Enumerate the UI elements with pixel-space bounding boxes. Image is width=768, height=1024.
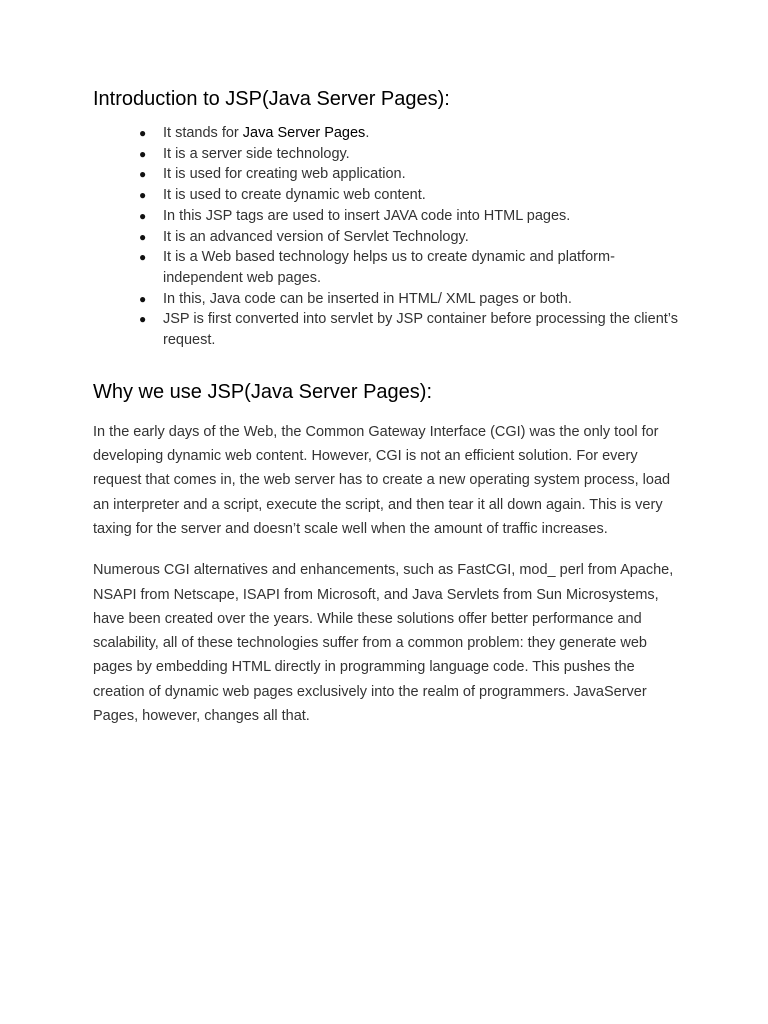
bullet-icon: ● <box>139 229 147 244</box>
bullet-item: ● It is an advanced version of Servlet Technology. <box>163 227 683 248</box>
bullet-icon: ● <box>139 312 147 327</box>
bullet-icon: ● <box>139 250 147 265</box>
bullet-icon: ● <box>139 208 147 223</box>
bullet-item: ● In this, Java code can be inserted in HTML/ XML pages or both. <box>163 289 683 310</box>
bullet-icon: ● <box>139 291 147 306</box>
bullet-icon: ● <box>139 167 147 182</box>
bullet-item: ● It is used for creating web application. <box>163 164 683 185</box>
bullet-item: ● It is used to create dynamic web content. <box>163 185 683 206</box>
bullet-item: ● JSP is first converted into servlet by JSP container before processing the client’s request. <box>139 311 679 349</box>
feature-bullet-list <box>93 123 683 351</box>
bullet-item: ● It is a Web based technology helps us to create dynamic and platform-independent web pages. <box>139 249 615 286</box>
bullet-item: ● In this JSP tags are used to insert JAVA code into HTML pages. <box>163 206 683 227</box>
section-heading-why-use: Why we use JSP(Java Server Pages): <box>93 380 433 403</box>
bullet-item: ● It stands for Java Server Pages. <box>163 123 683 144</box>
bullet-icon: ● <box>139 146 147 161</box>
bullet-icon: ● <box>139 188 147 203</box>
section-heading-introduction: Introduction to JSP(Java Server Pages): <box>93 88 450 110</box>
body-paragraph: Numerous CGI alternatives and enhancements, such as FastCGI, mod_ perl from Apache, NSAPI from Netscape, ISAPI from Microsoft, and Java Servlets from Sun Microsystems, have been created over the years. While these solutions offer better performance and scalability, all of these technologies suffer from a common problem: they generate web pages by embedding HTML directly in programming language code. This pushes the creation of dynamic web pages exclusively into the realm of programmers. JavaServer Pages, however, changes all that. <box>93 562 674 724</box>
bullet-item: ● It is a server side technology. <box>163 144 683 165</box>
document-page <box>93 86 683 728</box>
body-paragraph: In the early days of the Web, the Common Gateway Interface (CGI) was the only tool for developing dynamic web content. However, CGI is not an efficient solution. For every request that comes in, the web server has to create a new operating system process, load an interpreter and a script, execute the script, and then tear it all down again. This is very taxing for the server and doesn’t scale well when the amount of traffic increases. <box>93 423 671 537</box>
emphasized-term: Java Server Pages <box>242 125 366 141</box>
bullet-icon: ● <box>139 126 147 140</box>
